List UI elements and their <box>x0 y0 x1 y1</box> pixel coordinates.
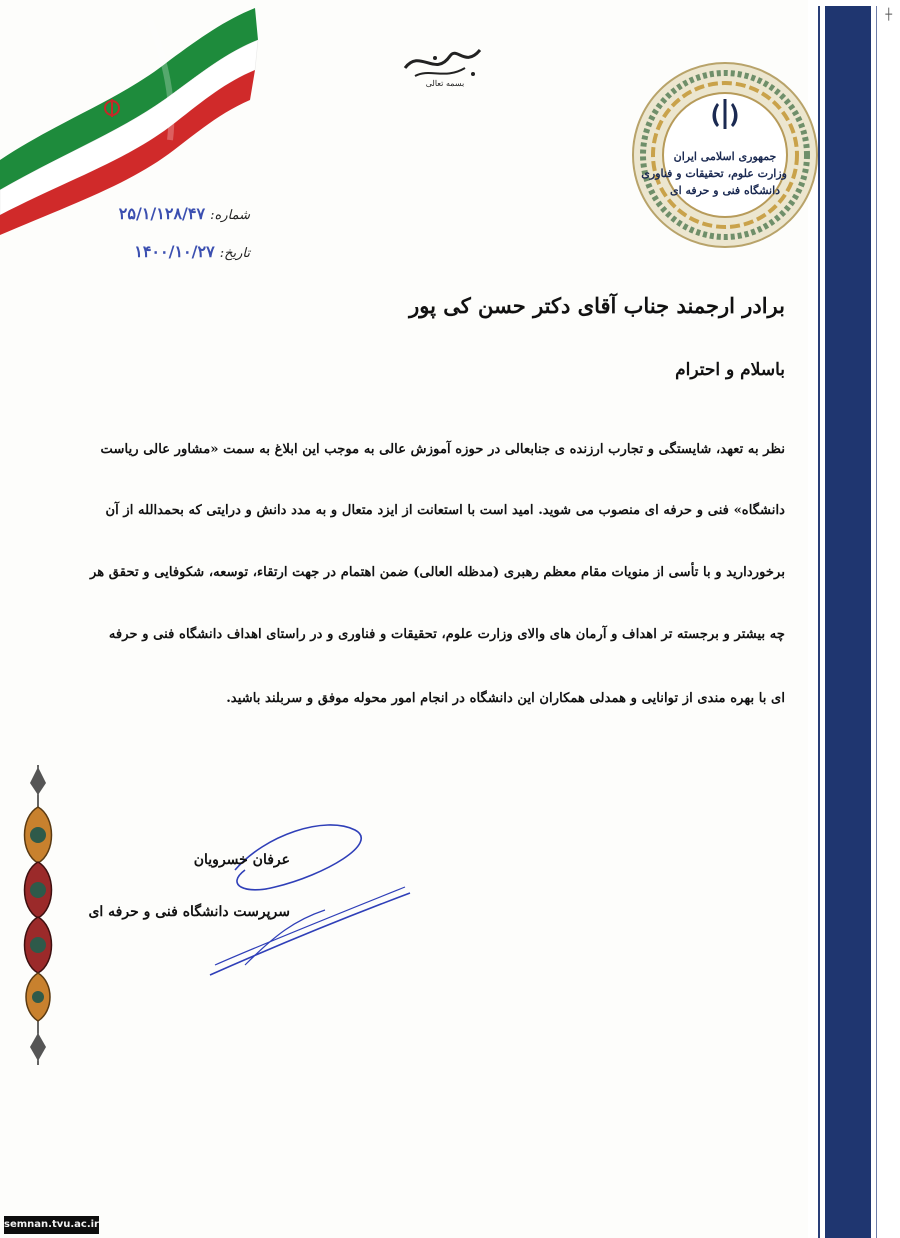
paragraph-line-3: برخوردارید و با تأسی از منویات مقام معظم رهبری (مدظله العالی) ضمن اهتمام در جهت ارتقاء، توسعه، شکوفایی و تحقق هر <box>89 565 785 580</box>
letter-salutation: برادر ارجمند جناب آقای دکتر حسن کی پور <box>409 293 785 318</box>
bismillah-text: بسمه تعالی <box>425 79 465 88</box>
paragraph-line-5: ای با بهره مندی از توانایی و همدلی همکاران این دانشگاه در انجام امور محوله موفق و سربلند باشید. <box>226 691 785 706</box>
reference-date-value: ۱۴۰۰/۱۰/۲۷ <box>134 242 215 261</box>
corner-mark: ┼ <box>885 8 892 21</box>
band-edge-line <box>876 6 877 1238</box>
seal-line-country: جمهوری اسلامی ایران <box>673 150 777 163</box>
signatory-title: سرپرست دانشگاه فنی و حرفه ای <box>88 904 290 920</box>
reference-date <box>60 242 250 261</box>
paragraph-line-4: چه بیشتر و برجسته تر اهداف و آرمان های والای وزارت علوم، تحقیقات و فناوری و در راستای اهداف دانشگاه فنی و حرفه <box>108 627 785 642</box>
left-ornament <box>10 765 66 1065</box>
reference-number-value: ۲۵/۱/۱۲۸/۴۷ <box>118 204 206 223</box>
letter-greeting: باسلام و احترام <box>675 360 785 380</box>
reference-number-label: شماره: <box>210 208 250 223</box>
reference-date-label: تاریخ: <box>219 246 250 261</box>
handwritten-signature <box>205 815 415 985</box>
website-footer-tag: semnan.tvu.ac.ir <box>4 1216 99 1234</box>
reference-number <box>60 204 250 223</box>
seal-line-university: دانشگاه فنی و حرفه ای <box>669 184 781 197</box>
seal-text <box>641 148 787 199</box>
seal-line-ministry: وزارت علوم، تحقیقات و فناوری <box>641 167 787 180</box>
paragraph-line-2: دانشگاه» فنی و حرفه ای منصوب می شوید. امید است با استعانت از ایزد متعال و به مدد دانش و درایتی که بحمدالله از آن <box>105 503 785 518</box>
signatory-name: عرفان خسرویان <box>193 852 290 868</box>
paragraph-line-1: نظر به تعهد، شایستگی و تجارب ارزنده ی جنابعالی در حوزه آموزش عالی به موجب این ابلاغ به سمت «مشاور عالی ریاست <box>100 442 785 457</box>
bismillah-calligraphy <box>395 38 495 88</box>
